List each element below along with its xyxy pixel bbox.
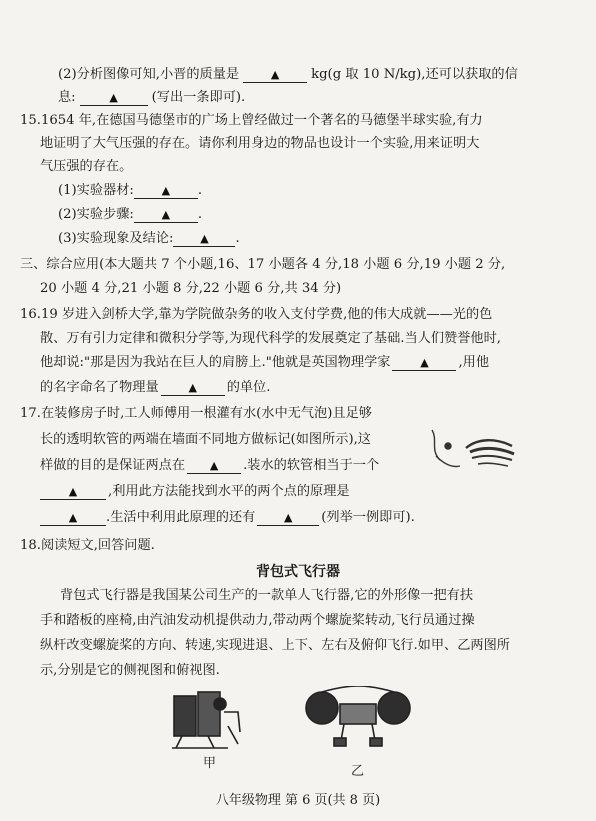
page-footer: 八年级物理 第 6 页(共 8 页) <box>215 793 381 808</box>
answer-blank[interactable]: ▲ <box>257 511 319 526</box>
passage-title: 背包式飞行器 <box>256 564 340 580</box>
q17-line3: 样做的目的是保证两点在 ▲ .装水的软管相当于一个 <box>40 458 380 473</box>
flyer-top-view-figure <box>300 686 416 754</box>
q15-line2: 地证明了大气压强的存在。请你利用身边的物品也设计一个实验,用来证明大 <box>40 136 480 151</box>
passage-p1: 背包式飞行器是我国某公司生产的一款单人飞行器,它的外形像一把有扶 <box>60 588 474 603</box>
section3-heading-line2: 20 小题 4 分,21 小题 8 分,22 小题 6 分,共 34 分) <box>40 281 342 296</box>
q17-line2: 长的透明软管的两端在墙面不同地方做标记(如图所示),这 <box>40 432 371 447</box>
answer-blank[interactable]: ▲ <box>40 485 106 500</box>
passage-p3: 纵杆改变螺旋桨的方向、转速,实现进退、上下、左右及俯仰飞行.如甲、乙两图所 <box>40 638 510 653</box>
answer-blank[interactable]: ▲ <box>40 511 106 526</box>
passage-p2: 手和踏板的座椅,由汽油发动机提供动力,带动两个螺旋桨转动,飞行员通过操 <box>40 613 475 628</box>
top-view-sketch <box>306 686 410 746</box>
q16-line1: 16.19 岁进入剑桥大学,靠为学院做杂务的收入支付学费,他的伟大成就——光的色 <box>20 307 493 322</box>
q17-line4: ▲ ,利用此方法能找到水平的两个点的原理是 <box>40 483 350 501</box>
answer-blank[interactable]: ▲ <box>134 208 198 223</box>
q16-line4: 的名字命名了物理量 ▲ 的单位. <box>40 380 271 395</box>
answer-blank[interactable]: ▲ <box>161 381 225 396</box>
q15-item3: (3)实验现象及结论: ▲ . <box>58 231 240 246</box>
q16-line2: 散、万有引力定律和微积分学等,为现代科学的发展奠定了基础.当人们赞誉他时, <box>40 331 501 346</box>
q14-part2-line2: 息: ▲ (写出一条即可). <box>58 90 246 105</box>
answer-blank[interactable]: ▲ <box>243 68 307 83</box>
answer-blank[interactable]: ▲ <box>80 91 148 106</box>
q15-item1: (1)实验器材: ▲ . <box>58 183 203 198</box>
side-view-sketch <box>172 692 240 748</box>
passage-p4: 示,分别是它的侧视图和俯视图. <box>40 663 220 678</box>
q17-line5: ▲ .生活中利用此原理的还有 ▲ (列举一例即可). <box>40 509 415 527</box>
q16-line3: 他却说:"那是因为我站在巨人的肩膀上."他就是英国物理学家 ▲ ,用他 <box>40 355 490 370</box>
answer-blank[interactable]: ▲ <box>134 184 198 199</box>
q18-line1: 18.阅读短文,回答问题. <box>20 538 155 553</box>
q17-line1: 17.在装修房子时,工人师傅用一根灌有水(水中无气泡)且足够 <box>20 406 372 421</box>
q14-part2-line1: (2)分析图像可知,小晋的质量是 ▲ kg(g 取 10 N/kg),还可以获取的信 <box>58 67 518 82</box>
caption-jia: 甲 <box>203 756 217 771</box>
q15-item2: (2)实验步骤: ▲ . <box>58 207 203 222</box>
answer-blank[interactable]: ▲ <box>173 232 235 247</box>
caption-yi: 乙 <box>351 764 365 779</box>
answer-blank[interactable]: ▲ <box>187 459 241 474</box>
answer-blank[interactable]: ▲ <box>392 356 456 371</box>
hose-figure <box>426 420 522 480</box>
section3-heading-line1: 三、综合应用(本大题共 7 个小题,16、17 小题各 4 分,18 小题 6 分,19 小题 2 分, <box>20 257 506 272</box>
q15-line1: 15.1654 年,在德国马德堡市的广场上曾经做过一个著名的马德堡半球实验,有力 <box>20 113 483 128</box>
hose-sketch <box>432 430 514 467</box>
q15-line3: 气压强的存在。 <box>40 159 133 174</box>
flyer-side-view-figure <box>168 686 248 752</box>
